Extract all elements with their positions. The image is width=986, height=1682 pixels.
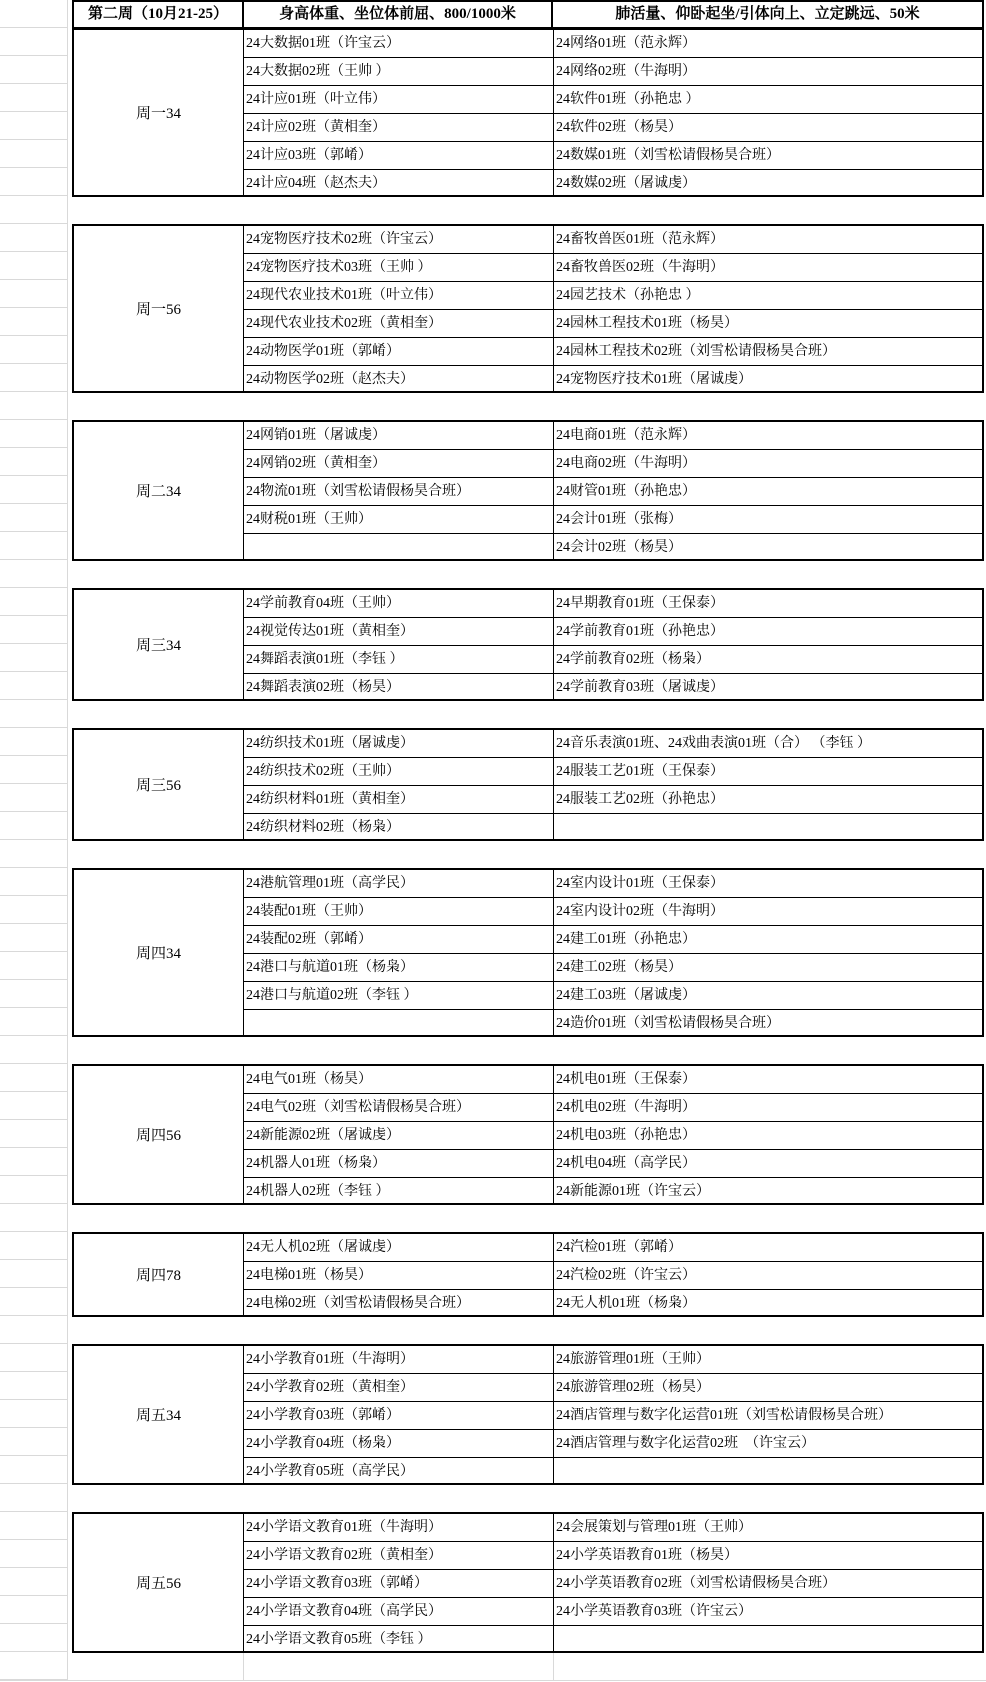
class-cell-test1[interactable]: 24宠物医疗技术03班（王帅 ）: [244, 254, 554, 281]
table-row: [244, 1346, 982, 1373]
class-cell-test1[interactable]: 24港口与航道02班（李钰 ）: [244, 982, 554, 1009]
header-test2-cell[interactable]: 肺活量、仰卧起坐/引体向上、立定跳远、50米: [615, 6, 920, 22]
class-cell-test1[interactable]: 24电气02班（刘雪松请假杨昊合班）: [244, 1094, 554, 1121]
class-cell-test2[interactable]: 24无人机01班（杨枭）: [556, 1296, 696, 1311]
schedule-section: [72, 728, 984, 841]
table-row: [244, 953, 982, 981]
class-cell-test1[interactable]: 24计应04班（赵杰夫）: [244, 170, 554, 197]
class-cell-test2[interactable]: [554, 1626, 982, 1653]
spreadsheet-margin-gridlines: [0, 0, 67, 1680]
class-cell-test1[interactable]: 24小学语文教育01班（牛海明）: [244, 1514, 554, 1541]
class-cell-test2[interactable]: 24园林工程技术01班（杨昊）: [556, 316, 738, 331]
class-cell-test2[interactable]: 24建工02班（杨昊）: [556, 960, 682, 975]
section-rows: [244, 590, 982, 699]
table-row: [244, 645, 982, 673]
table-row: [244, 253, 982, 281]
section-rows: [244, 226, 982, 391]
margin-column-gridline: [67, 0, 68, 1680]
class-cell-test1[interactable]: 24宠物医疗技术02班（许宝云）: [244, 226, 554, 253]
table-row: [244, 141, 982, 169]
table-row: [244, 981, 982, 1009]
class-cell-test1[interactable]: 24纺织材料02班（杨枭）: [244, 814, 554, 841]
class-cell-test1[interactable]: 24财税01班（王帅）: [244, 506, 554, 533]
class-cell-test1[interactable]: 24现代农业技术02班（黄相奎）: [244, 310, 554, 337]
week-label-cell[interactable]: 周三34: [74, 590, 244, 699]
week-label-cell[interactable]: 周五56: [74, 1514, 244, 1651]
class-cell-test1[interactable]: 24计应02班（黄相奎）: [244, 114, 554, 141]
class-cell-test2[interactable]: [554, 1458, 982, 1485]
schedule-section: [72, 1344, 984, 1485]
table-row: [244, 1514, 982, 1541]
table-row: [244, 1569, 982, 1597]
table-row: [244, 870, 982, 897]
class-cell-test1[interactable]: 24小学教育02班（黄相奎）: [244, 1374, 554, 1401]
class-cell-test1[interactable]: 24现代农业技术01班（叶立伟）: [244, 282, 554, 309]
class-cell-test2[interactable]: 24电商01班（范永辉）: [556, 428, 696, 443]
table-row: [244, 85, 982, 113]
schedule-section: [72, 1512, 984, 1653]
section-rows: [244, 1234, 982, 1315]
class-cell-test1[interactable]: 24小学教育03班（郭崤）: [244, 1402, 554, 1429]
class-cell-test1[interactable]: 24计应01班（叶立伟）: [244, 86, 554, 113]
section-rows: [244, 1346, 982, 1483]
class-cell-test2[interactable]: 24新能源01班（许宝云）: [556, 1184, 710, 1199]
class-cell-test1[interactable]: [244, 1010, 554, 1037]
class-cell-test1[interactable]: 24小学语文教育03班（郭崤）: [244, 1570, 554, 1597]
schedule-section: [72, 1232, 984, 1317]
table-row: [244, 505, 982, 533]
class-cell-test1[interactable]: 24电气01班（杨昊）: [244, 1066, 554, 1093]
class-cell-test1[interactable]: 24网销01班（屠诚虔）: [244, 422, 554, 449]
table-row: [244, 1177, 982, 1205]
table-row: [244, 57, 982, 85]
class-cell-test1[interactable]: 24装配02班（郭崤）: [244, 926, 554, 953]
class-cell-test2[interactable]: [554, 814, 982, 841]
week-label-cell[interactable]: 周一56: [74, 226, 244, 391]
class-cell-test2[interactable]: 24小学英语教育03班（许宝云）: [556, 1604, 752, 1619]
class-cell-test2[interactable]: 24室内设计01班（王保泰）: [556, 876, 724, 891]
class-cell-test1[interactable]: 24网销02班（黄相奎）: [244, 450, 554, 477]
table-row: [244, 1401, 982, 1429]
class-cell-test2[interactable]: 24建工03班（屠诚虔）: [556, 988, 696, 1003]
class-cell-test1[interactable]: 24物流01班（刘雪松请假杨昊合班）: [244, 478, 554, 505]
class-cell-test1[interactable]: 24港口与航道01班（杨枭）: [244, 954, 554, 981]
week-label-cell[interactable]: 周三56: [74, 730, 244, 839]
table-row: [244, 1597, 982, 1625]
class-cell-test1[interactable]: 24小学语文教育02班（黄相奎）: [244, 1542, 554, 1569]
table-row: [244, 281, 982, 309]
table-header-row: [72, 0, 984, 29]
class-cell-test1[interactable]: 24计应03班（郭崤）: [244, 142, 554, 169]
class-cell-test2[interactable]: 24汽检01班（郭崤）: [556, 1240, 682, 1255]
schedule-section: [72, 588, 984, 701]
week-label-cell[interactable]: 周一34: [74, 30, 244, 195]
table-row: [244, 1121, 982, 1149]
table-row: [244, 730, 982, 757]
class-cell-test1[interactable]: 24小学语文教育05班（李钰 ）: [244, 1626, 554, 1653]
table-row: [244, 337, 982, 365]
class-cell-test2[interactable]: 24小学英语教育01班（杨昊）: [556, 1548, 738, 1563]
week-label-cell[interactable]: 周四78: [74, 1234, 244, 1315]
table-row: [244, 1429, 982, 1457]
class-cell-test1[interactable]: 24纺织技术02班（王帅）: [244, 758, 554, 785]
class-cell-test2[interactable]: 24机电02班（牛海明）: [556, 1100, 696, 1115]
class-cell-test2[interactable]: 24旅游管理01班（王帅）: [556, 1352, 710, 1367]
class-cell-test1[interactable]: 24小学教育04班（杨枭）: [244, 1430, 554, 1457]
class-cell-test2[interactable]: 24机电03班（孙艳忠）: [556, 1128, 696, 1143]
bottom-column-gridline: [243, 1652, 244, 1680]
class-cell-test1[interactable]: 24舞蹈表演01班（李钰 ）: [244, 646, 554, 673]
class-cell-test1[interactable]: 24无人机02班（屠诚虔）: [244, 1234, 554, 1261]
class-cell-test2[interactable]: 24学前教育03班（屠诚虔）: [556, 680, 724, 695]
class-cell-test2[interactable]: 24软件01班（孙艳忠 ）: [556, 92, 700, 107]
class-cell-test2[interactable]: 24畜牧兽医02班（牛海明）: [556, 260, 724, 275]
schedule-section: [72, 224, 984, 393]
class-cell-test2[interactable]: 24会计02班（杨昊）: [556, 540, 682, 555]
class-cell-test1[interactable]: 24装配01班（王帅）: [244, 898, 554, 925]
table-row: [244, 30, 982, 57]
class-cell-test2[interactable]: 24畜牧兽医01班（范永辉）: [556, 232, 724, 247]
table-row: [244, 813, 982, 841]
class-cell-test2[interactable]: 24酒店管理与数字化运营01班（刘雪松请假杨昊合班）: [556, 1408, 892, 1423]
table-row: [244, 477, 982, 505]
class-cell-test1[interactable]: 24大数据02班（王帅 ）: [244, 58, 554, 85]
class-cell-test2[interactable]: 24酒店管理与数字化运营02班 （许宝云）: [556, 1436, 815, 1451]
class-cell-test1[interactable]: 24小学教育01班（牛海明）: [244, 1346, 554, 1373]
table-row: [244, 169, 982, 197]
table-row: [244, 1289, 982, 1317]
class-cell-test2[interactable]: 24宠物医疗技术01班（屠诚虔）: [556, 372, 752, 387]
class-cell-test1[interactable]: 24纺织材料01班（黄相奎）: [244, 786, 554, 813]
table-row: [244, 365, 982, 393]
class-cell-test2[interactable]: 24财管01班（孙艳忠）: [556, 484, 696, 499]
table-row: [244, 1625, 982, 1653]
class-cell-test2[interactable]: 24室内设计02班（牛海明）: [556, 904, 724, 919]
table-row: [244, 533, 982, 561]
class-cell-test1[interactable]: 24纺织技术01班（屠诚虔）: [244, 730, 554, 757]
table-row: [244, 590, 982, 617]
class-cell-test1[interactable]: 24小学语文教育04班（高学民）: [244, 1598, 554, 1625]
table-row: [244, 226, 982, 253]
class-cell-test2[interactable]: 24园林工程技术02班（刘雪松请假杨昊合班）: [556, 344, 836, 359]
table-row: [244, 1457, 982, 1485]
class-cell-test2[interactable]: 24音乐表演01班、24戏曲表演01班（合） （李钰 ）: [556, 736, 871, 751]
class-cell-test2[interactable]: 24旅游管理02班（杨昊）: [556, 1380, 710, 1395]
class-cell-test2[interactable]: 24小学英语教育02班（刘雪松请假杨昊合班）: [556, 1576, 836, 1591]
table-row: [244, 897, 982, 925]
table-row: [244, 113, 982, 141]
class-cell-test2[interactable]: 24早期教育01班（王保泰）: [556, 596, 724, 611]
section-rows: [244, 1066, 982, 1203]
table-row: [244, 925, 982, 953]
class-cell-test2[interactable]: 24造价01班（刘雪松请假杨昊合班）: [556, 1016, 780, 1031]
section-rows: [244, 870, 982, 1035]
class-cell-test2[interactable]: 24园艺技术（孙艳忠 ）: [556, 288, 700, 303]
class-cell-test1[interactable]: 24机器人01班（杨枭）: [244, 1150, 554, 1177]
class-cell-test1[interactable]: 24动物医学01班（郭崤）: [244, 338, 554, 365]
schedule-section: [72, 420, 984, 561]
table-row: [244, 1066, 982, 1093]
class-cell-test2[interactable]: 24服装工艺02班（孙艳忠）: [556, 792, 724, 807]
class-cell-test1[interactable]: 24港航管理01班（高学民）: [244, 870, 554, 897]
table-row: [244, 1541, 982, 1569]
table-row: [244, 1009, 982, 1037]
class-cell-test2[interactable]: 24机电01班（王保泰）: [556, 1072, 696, 1087]
schedule-section: [72, 1064, 984, 1205]
table-row: [244, 1234, 982, 1261]
class-cell-test2[interactable]: 24软件02班（杨昊）: [556, 120, 682, 135]
class-cell-test1[interactable]: 24机器人02班（李钰 ）: [244, 1178, 554, 1205]
class-cell-test1[interactable]: 24小学教育05班（高学民）: [244, 1458, 554, 1485]
class-cell-test1[interactable]: 24舞蹈表演02班（杨昊）: [244, 674, 554, 701]
class-cell-test2[interactable]: 24机电04班（高学民）: [556, 1156, 696, 1171]
table-row: [244, 1373, 982, 1401]
class-cell-test1[interactable]: 24新能源02班（屠诚虔）: [244, 1122, 554, 1149]
table-row: [244, 673, 982, 701]
week-label-cell[interactable]: 周五34: [74, 1346, 244, 1483]
table-row: [244, 1149, 982, 1177]
class-cell-test2[interactable]: 24汽检02班（许宝云）: [556, 1268, 696, 1283]
class-cell-test2[interactable]: 24服装工艺01班（王保泰）: [556, 764, 724, 779]
schedule-section: [72, 28, 984, 197]
class-cell-test2[interactable]: 24数媒02班（屠诚虔）: [556, 176, 696, 191]
section-rows: [244, 1514, 982, 1651]
class-cell-test1[interactable]: 24电梯02班（刘雪松请假杨昊合班）: [244, 1290, 554, 1317]
schedule-section: [72, 868, 984, 1037]
table-row: [244, 449, 982, 477]
week-label-cell[interactable]: 周二34: [74, 422, 244, 559]
bottom-row-gridline: [0, 1680, 986, 1681]
header-test1-cell[interactable]: 身高体重、坐位体前屈、800/1000米: [244, 2, 553, 27]
section-rows: [244, 730, 982, 839]
class-cell-test1[interactable]: 24学前教育04班（王帅）: [244, 590, 554, 617]
header-week-cell[interactable]: 第二周（10月21-25）: [74, 2, 244, 27]
section-rows: [244, 422, 982, 559]
class-cell-test2[interactable]: 24会计01班（张梅）: [556, 512, 682, 527]
table-row: [244, 617, 982, 645]
class-cell-test2[interactable]: 24学前教育02班（杨枭）: [556, 652, 710, 667]
class-cell-test1[interactable]: 24视觉传达01班（黄相奎）: [244, 618, 554, 645]
class-cell-test2[interactable]: 24电商02班（牛海明）: [556, 456, 696, 471]
bottom-column-gridline: [553, 1652, 554, 1680]
table-row: [244, 1093, 982, 1121]
class-cell-test1[interactable]: 24大数据01班（许宝云）: [244, 30, 554, 57]
class-cell-test1[interactable]: [244, 534, 554, 561]
class-cell-test2[interactable]: 24学前教育01班（孙艳忠）: [556, 624, 724, 639]
class-cell-test1[interactable]: 24电梯01班（杨昊）: [244, 1262, 554, 1289]
table-row: [244, 309, 982, 337]
class-cell-test2[interactable]: 24网络01班（范永辉）: [556, 36, 696, 51]
class-cell-test1[interactable]: 24动物医学02班（赵杰夫）: [244, 366, 554, 393]
class-cell-test2[interactable]: 24网络02班（牛海明）: [556, 64, 696, 79]
table-row: [244, 1261, 982, 1289]
class-cell-test2[interactable]: 24数媒01班（刘雪松请假杨昊合班）: [556, 148, 780, 163]
section-rows: [244, 30, 982, 195]
class-cell-test2[interactable]: 24会展策划与管理01班（王帅）: [556, 1520, 752, 1535]
week-label-cell[interactable]: 周四56: [74, 1066, 244, 1203]
table-row: [244, 422, 982, 449]
class-cell-test2[interactable]: 24建工01班（孙艳忠）: [556, 932, 696, 947]
table-row: [244, 757, 982, 785]
week-label-cell[interactable]: 周四34: [74, 870, 244, 1035]
table-row: [244, 785, 982, 813]
